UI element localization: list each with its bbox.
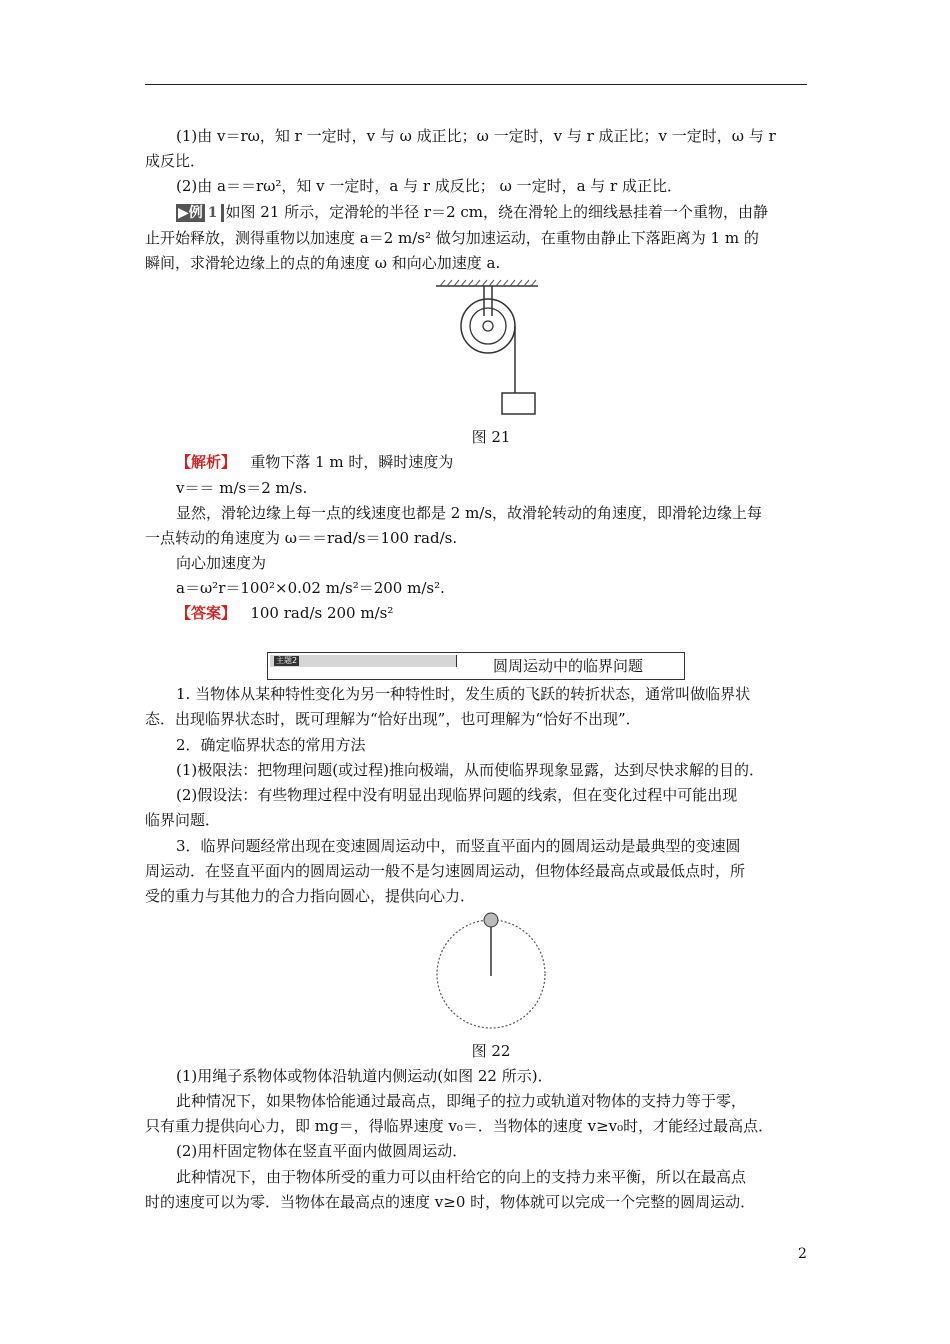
text-line: 3．临界问题经常出现在变速圆周运动中，而竖直平面内的圆周运动是最典型的变速圆 [176,837,741,855]
text-line: 时的速度可以为零．当物体在最高点的速度 v≥0 时，物体就可以完成一个完整的圆周运动． [145,1193,756,1211]
text-line: 此种情况下，如果物体恰能通过最高点，即绳子的拉力或轨道对物体的支持力等于零， [176,1092,747,1110]
text-line: 态．出现临界状态时，既可理解为“恰好出现”，也可理解为“恰好不出现”． [145,710,641,728]
text-line: a＝ω²r＝100²×0.02 m/s²＝200 m/s². [176,579,445,597]
text-line: (1)由 v＝rω，知 r 一定时，v 与 ω 成正比；ω 一定时，v 与 r 成正比；v 一定时，ω 与 r [176,127,776,145]
text-line: 瞬间，求滑轮边缘上的点的角速度 ω 和向心加速度 a. [145,254,501,272]
figure-caption: 图 22 [471,1042,511,1060]
topic-tag: 主题2 [276,656,298,665]
analysis-label: 【解析】 [176,453,237,471]
pulley-diagram [432,276,542,418]
text-line: 受的重力与其他力的合力指向圆心，提供向心力． [145,887,476,905]
text-line: 显然，滑轮边缘上每一点的线速度也都是 2 m/s，故滑轮转动的角速度，即滑轮边缘上每 [176,504,763,522]
answer-label: 【答案】 [176,604,237,622]
topic-header [267,652,685,680]
text-line: (2)由 a＝＝rω²，知 v 一定时，a 与 r 成反比； ω 一定时，a 与 r 成正比． [176,177,682,195]
text-line: 一点转动的角速度为 ω＝＝rad/s＝100 rad/s. [145,529,458,547]
figure-caption: 图 21 [471,428,511,446]
text-line: (1)极限法：把物理问题(或过程)推向极端，从而使临界现象显露，达到尽快求解的目的． [176,761,764,779]
text-line: 1. 当物体从某种特性变化为另一种特性时，发生质的飞跃的转折状态，通常叫做临界状 [176,685,751,703]
text-line: 临界问题． [145,811,221,829]
analysis-line: 【解析】 重物下落 1 m 时，瞬时速度为 [176,453,454,471]
text-line: 周运动．在竖直平面内的圆周运动一般不是匀速圆周运动，但物体经最高点或最低点时，所 [145,862,746,880]
example-line: ▶例 1 如图 21 所示，定滑轮的半径 r＝2 cm，绕在滑轮上的细线悬挂着一个重物，由静 [178,203,769,221]
text-line: (2)假设法：有些物理过程中没有明显出现临界问题的线索，但在变化过程中可能出现 [176,786,738,804]
text-line: 成反比． [145,152,206,170]
topic-tag-bar [270,655,457,667]
text-line: 向心加速度为 [176,554,267,572]
page-number: 2 [798,1246,807,1262]
text-line: (1)用绳子系物体或物体沿轨道内侧运动(如图 22 所示)． [176,1067,553,1085]
text-line: v＝＝ m/s＝2 m/s. [176,479,308,497]
text-line: 止开始释放，测得重物以加速度 a＝2 m/s² 做匀加速运动，在重物由静止下落距离为 1 m 的 [145,229,759,247]
header-rule [145,84,807,85]
vertical-circle-diagram [433,910,549,1034]
text-line: 只有重力提供向心力，即 mg＝，得临界速度 v₀＝．当物体的速度 v≥v₀时，才能经过最高点． [145,1117,774,1135]
text-line: 此种情况下，由于物体所受的重力可以由杆给它的向上的支持力来平衡，所以在最高点 [176,1168,747,1186]
text-line: (2)用杆固定物体在竖直平面内做圆周运动． [176,1142,468,1160]
text-line: 2．确定临界状态的常用方法 [176,736,366,754]
topic-title: 圆周运动中的临界问题 [493,657,644,675]
answer-line: 【答案】 100 rad/s 200 m/s² [176,604,394,622]
example-badge: ▶例 1 [176,204,224,222]
